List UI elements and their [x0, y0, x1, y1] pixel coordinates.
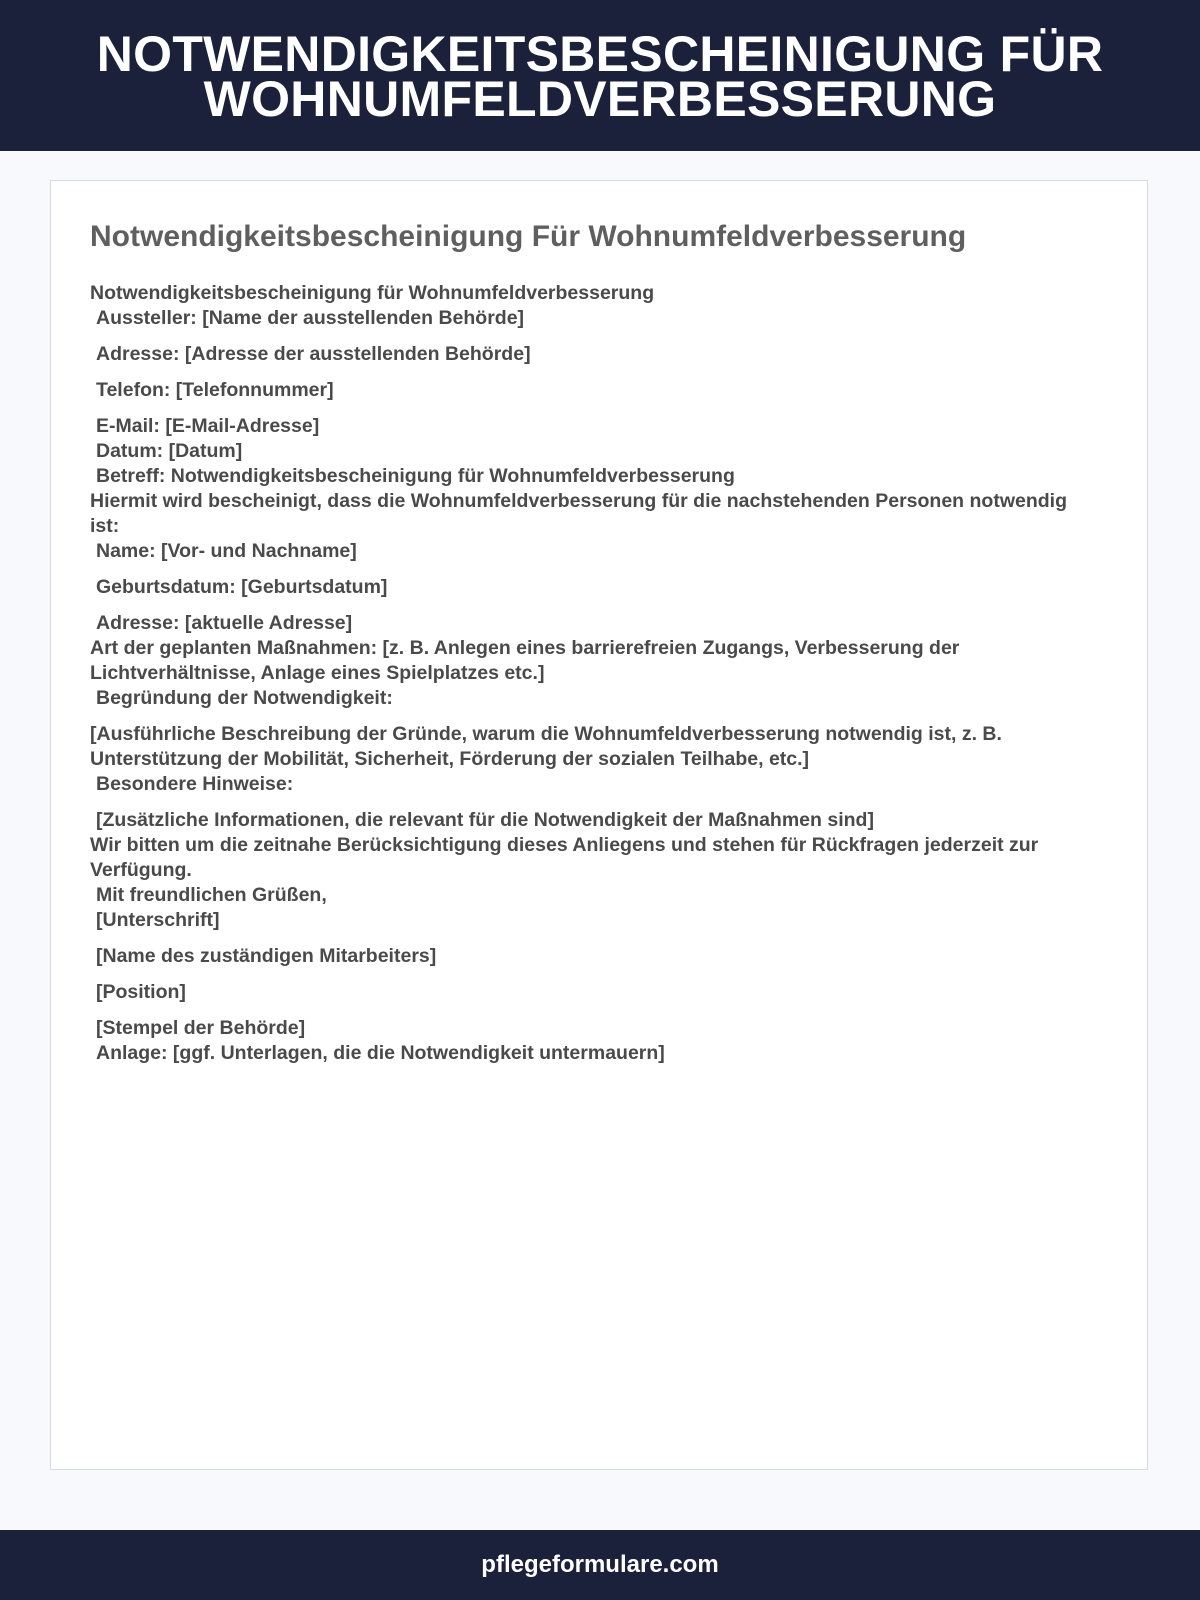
doc-line-notes-text: [Zusätzliche Informationen, die relevant für die Notwendigkeit der Maßnahmen sind] [96, 809, 874, 831]
doc-line-justification-text: [Ausführliche Beschreibung der Gründe, warum die Wohnumfeldverbesserung notwendig ist, z. B. Unterstützung der Mobilität, Sicherheit, Förderung der sozialen Teilhabe, etc.] [90, 723, 1008, 770]
page-header [0, 0, 1200, 151]
doc-line-notes-label: Besondere Hinweise: [96, 773, 294, 795]
doc-line-certification: Hiermit wird bescheinigt, dass die Wohnumfeldverbesserung für die nachstehenden Personen notwendig ist: [90, 490, 1073, 537]
document-heading: Notwendigkeitsbescheinigung Für Wohnumfeldverbesserung [90, 220, 967, 253]
doc-line-stamp: [Stempel der Behörde] [96, 1017, 306, 1039]
doc-line-subject-title: Notwendigkeitsbescheinigung für Wohnumfeldverbesserung [90, 282, 655, 304]
doc-line-closing: Mit freundlichen Grüßen, [96, 884, 327, 906]
doc-line-attachment: Anlage: [ggf. Unterlagen, die die Notwendigkeit untermauern] [96, 1042, 665, 1064]
doc-line-email: E-Mail: [E-Mail-Adresse] [96, 415, 320, 437]
doc-line-phone: Telefon: [Telefonnummer] [96, 379, 334, 401]
doc-line-issuer-address: Adresse: [Adresse der ausstellenden Behörde] [96, 343, 531, 365]
doc-line-subject: Betreff: Notwendigkeitsbescheinigung für Wohnumfeldverbesserung [96, 465, 735, 487]
page-footer [0, 1530, 1200, 1600]
doc-line-signature: [Unterschrift] [96, 909, 220, 931]
doc-line-request: Wir bitten um die zeitnahe Berücksichtigung dieses Anliegens und stehen für Rückfragen jederzeit zur Verfügung. [90, 834, 1044, 881]
document-card [50, 180, 1148, 1470]
doc-line-employee-name: [Name des zuständigen Mitarbeiters] [96, 945, 437, 967]
page-title: NOTWENDIGKEITSBESCHEINIGUNG FÜR WOHNUMFELDVERBESSERUNG [96, 25, 1104, 127]
doc-line-issuer: Aussteller: [Name der ausstellenden Behörde] [96, 307, 525, 329]
footer-site-name: pflegeformulare.com [481, 1551, 719, 1578]
document-body [90, 281, 1100, 1066]
doc-line-date: Datum: [Datum] [96, 440, 243, 462]
doc-line-justification-label: Begründung der Notwendigkeit: [96, 687, 393, 709]
doc-line-measures: Art der geplanten Maßnahmen: [z. B. Anlegen eines barrierefreien Zugangs, Verbesserung der Lichtverhältnisse, Anlage eines Spielplatzes etc.] [90, 637, 965, 684]
doc-line-current-address: Adresse: [aktuelle Adresse] [96, 612, 353, 634]
doc-line-position: [Position] [96, 981, 186, 1003]
doc-line-name: Name: [Vor- und Nachname] [96, 540, 357, 562]
doc-line-birthdate: Geburtsdatum: [Geburtsdatum] [96, 576, 388, 598]
